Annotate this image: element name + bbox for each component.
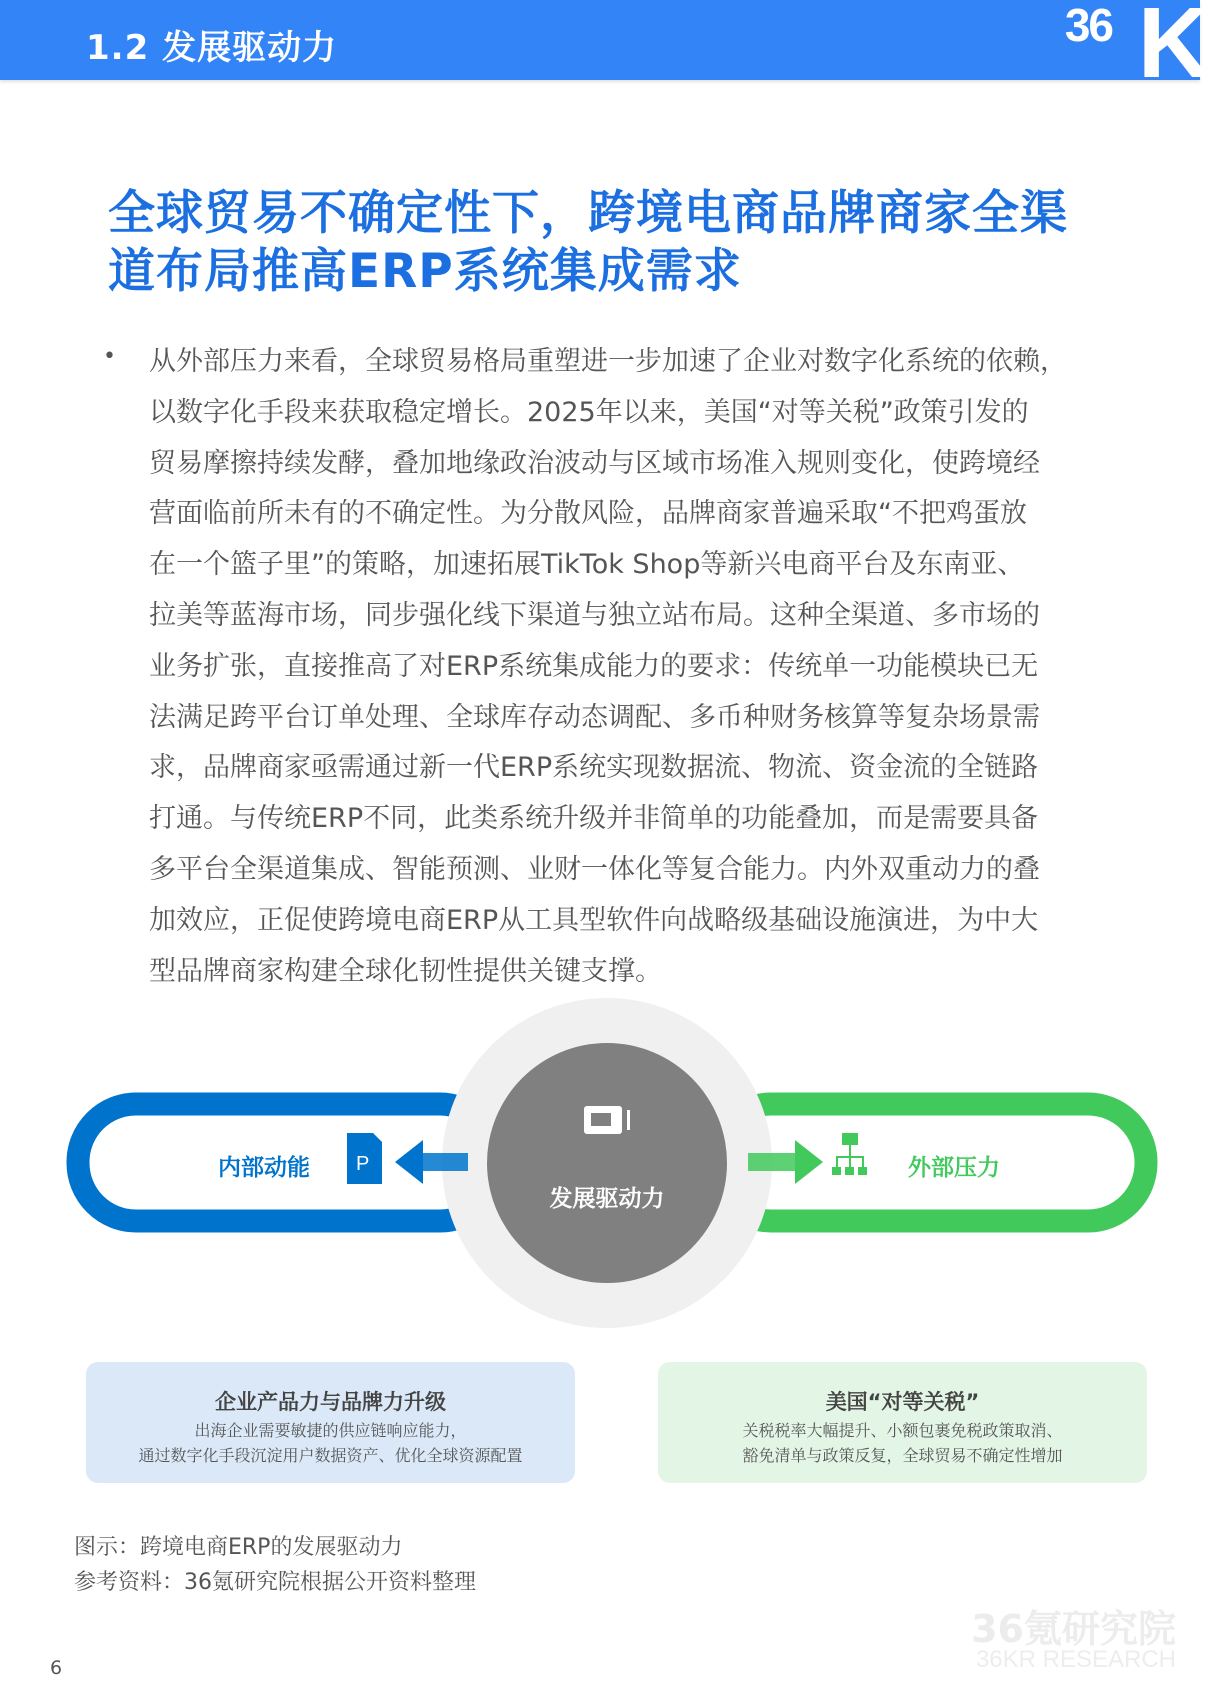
box-line: 出海企业需要敏捷的供应链响应能力， [194,1421,467,1440]
paragraph-line: 以数字化手段来获取稳定增长。2025年以来，美国“对等关税”政策引发的 [149,396,1029,428]
watermark-en: 36KR RESEARCH [975,1646,1176,1673]
box-line: 通过数字化手段沉淀用户数据资产、优化全球资源配置 [138,1446,523,1465]
external-driver-label: 外部压力 [908,1155,1000,1181]
page-title-line-1: 全球贸易不确定性下，跨境电商品牌商家全渠 [108,186,1068,241]
center-label: 发展驱动力 [549,1186,665,1212]
box-line: 关税税率大幅提升、小额包裹免税政策取消、 [742,1421,1063,1440]
paragraph-line: 营面临前所未有的不确定性。为分散风险，品牌商家普遍采取“不把鸡蛋放 [149,498,1027,530]
paragraph-line: 多平台全渠道集成、智能预测、业财一体化等复合能力。内外双重动力的叠 [149,854,1040,885]
page-title-line-2: 道布局推高ERP系统集成需求 [108,244,742,299]
page-number: 6 [50,1657,63,1679]
paragraph-line: 在一个篮子里”的策略，加速拓展TikTok Shop等新兴电商平台及东南亚、 [149,549,1025,581]
bullet-icon: • [103,344,116,369]
figure-caption: 图示：跨境电商ERP的发展驱动力 [74,1535,403,1560]
paragraph-line: 贸易摩擦持续发酵，叠加地缘政治波动与区域市场准入规则变化，使跨境经 [149,447,1040,479]
box-title: 企业产品力与品牌力升级 [215,1390,446,1414]
internal-driver-label: 内部动能 [218,1155,310,1181]
center-circle [487,1043,727,1283]
box-line: 豁免清单与政策反复，全球贸易不确定性增加 [742,1446,1063,1465]
paragraph-line: 拉美等蓝海市场，同步强化线下渠道与独立站布局。这种全渠道、多市场的 [149,600,1040,631]
section-title: 1.2 发展驱动力 [86,28,338,68]
external-driver-box [658,1362,1147,1483]
paragraph-line: 法满足跨平台订单处理、全球库存动态调配、多币种财务核算等复杂场景需 [149,701,1040,733]
driver-diagram [0,990,1200,1340]
box-title: 美国“对等关税” [825,1390,980,1414]
paragraph-line: 加效应，正促使跨境电商ERP从工具型软件向战略级基础设施演进，为中大 [149,904,1039,936]
internal-driver-box [86,1362,575,1483]
source-caption: 参考资料：36氪研究院根据公开资料整理 [74,1570,476,1595]
svg-text:P: P [356,1153,370,1175]
org-chart-icon [832,1133,867,1175]
paragraph-line: 从外部压力来看，全球贸易格局重塑进一步加速了企业对数字化系统的依赖， [149,346,1067,377]
paragraph-line: 求，品牌商家亟需通过新一代ERP系统实现数据流、物流、资金流的全链路 [149,752,1039,784]
paragraph-line: 业务扩张，直接推高了对ERP系统集成能力的要求：传统单一功能模块已无 [149,650,1039,682]
watermark-cn: 36氪研究院 [971,1607,1176,1651]
document-icon [347,1133,382,1184]
paragraph-line: 型品牌商家构建全球化韧性提供关键支撑。 [149,955,662,987]
paragraph-line: 打通。与传统ERP不同，此类系统升级并非简单的功能叠加，而是需要具备 [149,803,1039,835]
